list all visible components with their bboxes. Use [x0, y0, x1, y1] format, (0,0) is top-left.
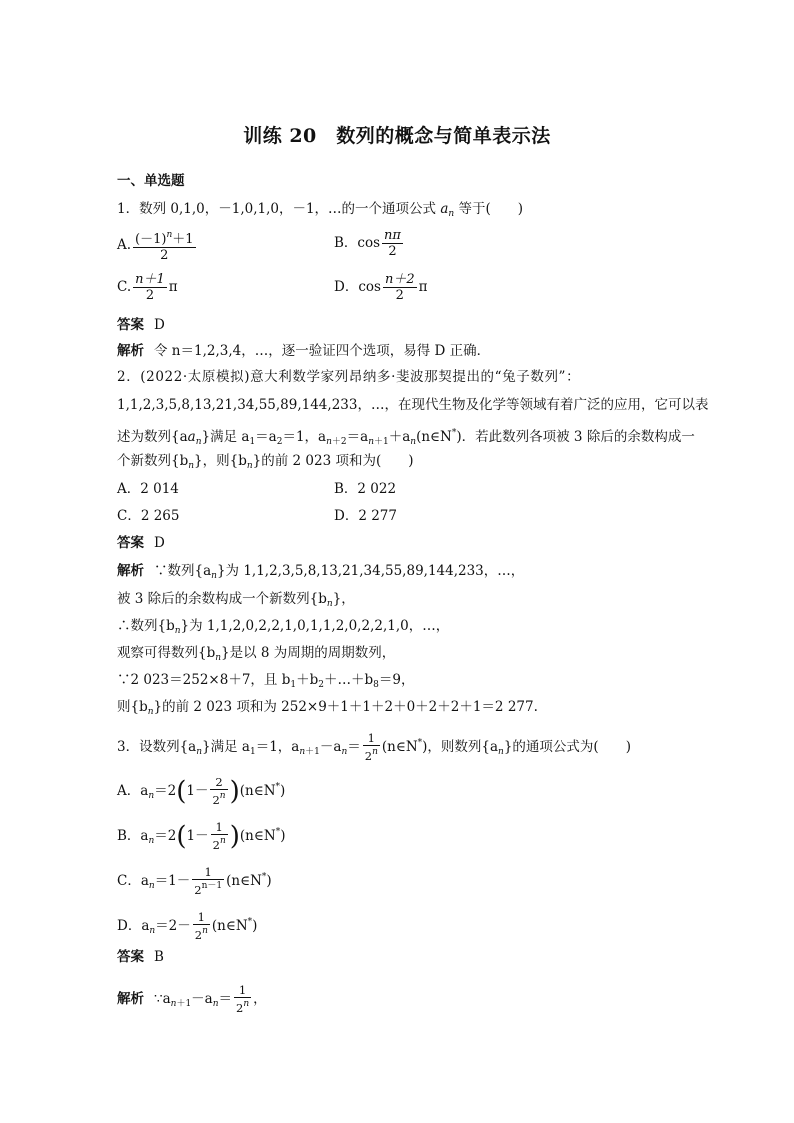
q1-option-b: B．cos $\frac{n\pi}{2}$ [334, 228, 401, 259]
q2-answer: 答案 D [117, 535, 165, 551]
q2-analysis-line1: 解析 ∵数列$\{a_n\}$为 1,1,2,3,5,8,13,21,34,55,89,144,233，…， [117, 563, 525, 581]
q1-analysis: 解析 令 n＝1,2,3,4，…，逐一验证四个选项，易得 D 正确． [117, 343, 491, 359]
q3-option-c: C．$a_n=1-$ $\frac{1}{2^{n-1}}$ (n∈N*) [117, 865, 272, 897]
q2-stem-line3: 述为数列$\{aa_n\}$满足 $a_1=a_2=1$，$a_{n+2}=a_{n+1}+a_n(n\in N^*)$．若此数列各项被 3 除后的余数构成一 [117, 428, 695, 447]
q3-option-b: B．$a_n=2(1-$ $\frac{1}{2^n}$ )(n∈N*) [117, 820, 286, 852]
q1-option-c: C. $\frac{n+1}{2}$ π [117, 272, 178, 303]
q3-option-a: A．$a_n=2(1-$ $\frac{2}{2^n}$ )(n∈N*) [117, 775, 286, 807]
q2-analysis-line6: 则$\{b_n\}$的前 2 023 项和为 252×9＋1＋1＋2＋0＋2＋2＋1＝2 277. [117, 699, 538, 717]
q2-option-d: D．2 277 [334, 508, 397, 524]
q3-option-d: D．$a_n=2-$ $\frac{1}{2^n}$ (n∈N*) [117, 910, 258, 942]
section-heading: 一、单选题 [117, 173, 185, 189]
q3-analysis: 解析 $\because a_{n+1}-a_n=$ $\frac{1}{2^n}$ ， [117, 983, 267, 1015]
q2-stem-line1: 2．(2022·太原模拟)意大利数学家列昂纳多·斐波那契提出的“兔子数列”： [117, 369, 581, 385]
q2-analysis-line3: ∴数列$\{b_n\}$为 1,1,2,0,2,2,1,0,1,1,2,0,2,2,1,0，…， [117, 618, 450, 636]
q2-stem-line2: 1,1,2,3,5,8,13,21,34,55,89,144,233，…，在现代生物及化学等领域有着广泛的应用，它可以表 [117, 397, 709, 413]
page-title: 训练 20 数列的概念与简单表示法 [243, 125, 551, 147]
q2-option-c: C．2 265 [117, 508, 180, 524]
q3-stem: 3．设数列$\{a_n\}$满足 $a_1=1$，$a_{n+1}-a_n=$ $\frac{1}{2^n}$ (n∈N*)，则数列$\{a_n\}$的通项公式为( ) [117, 731, 631, 763]
q2-analysis-line4: 观察可得数列$\{b_n\}$是以 8 为周期的周期数列， [117, 645, 396, 663]
q2-analysis-line5: ∵2 023＝252×8＋7，且 $b_1+b_2+\dots+b_8=9$， [117, 672, 415, 690]
q1-option-d: D．cos $\frac{n+2}{2}$ π [334, 272, 428, 303]
q2-option-a: A．2 014 [117, 481, 179, 497]
q1-option-a: A. $\frac{(-1)^n+1}{2}$ [117, 230, 194, 263]
q1-stem: 1．数列 0,1,0，－1,0,1,0，－1，…的一个通项公式 $a_n$ 等于( ) [117, 201, 524, 219]
q3-answer: 答案 B [117, 949, 164, 965]
q2-option-b: B．2 022 [334, 481, 397, 497]
q2-analysis-line2: 被 3 除后的余数构成一个新数列$\{b_n\}$， [117, 591, 355, 609]
q1-answer: 答案 D [117, 317, 165, 333]
q2-stem-line4: 个新数列$\{b_n\}$，则$\{b_n\}$的前 2 023 项和为( ) [117, 453, 414, 471]
